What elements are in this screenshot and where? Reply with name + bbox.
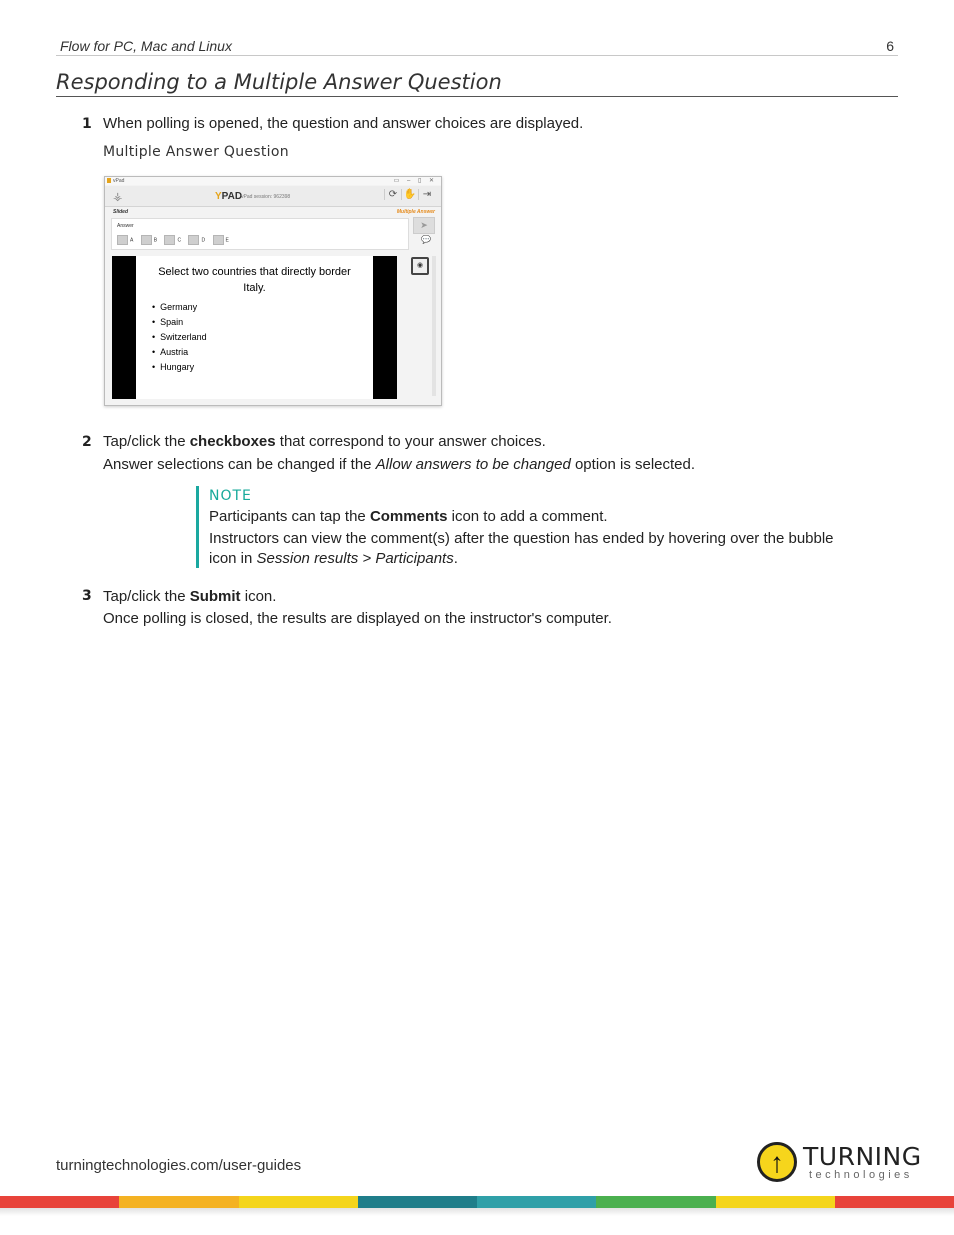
exit-icon: ⇥ [418, 189, 435, 200]
choice-b-label: B [153, 237, 158, 244]
page-header [56, 38, 898, 56]
slide-letterbox-right [373, 256, 397, 399]
choice-c-label: C [177, 237, 182, 244]
choice-e [213, 235, 229, 245]
slide-option: • Hungary [152, 360, 207, 375]
note-callout [196, 486, 849, 568]
answer-choices [117, 235, 235, 245]
question-type-label: Multiple Answer [396, 209, 435, 215]
slide-letterbox-left [112, 256, 136, 399]
refresh-icon: ⟳ [384, 189, 401, 200]
checkbox-e [213, 235, 224, 245]
slide-option: • Switzerland [152, 330, 207, 345]
stripe-segment [239, 1196, 358, 1208]
step-1-number: 1 [82, 116, 92, 132]
stripe-segment [716, 1196, 835, 1208]
window-titlebar [105, 177, 441, 185]
document-title: Flow for PC, Mac and Linux [60, 38, 232, 54]
note-title: NOTE [209, 488, 252, 504]
choice-a-label: A [130, 237, 134, 244]
choice-e-label: E [225, 237, 229, 244]
step-1-text: When polling is opened, the question and answer choices are displayed. [103, 115, 584, 132]
logo-word-turning: TURNING [803, 1142, 922, 1171]
stripe-segment [596, 1196, 715, 1208]
slide-option: • Spain [152, 315, 207, 330]
session-label: vPad session: 962398 [241, 194, 291, 200]
slide-option: • Germany [152, 300, 207, 315]
step-3-detail: Once polling is closed, the results are displayed on the instructor's computer. [103, 610, 612, 627]
window-title: vPad [113, 178, 125, 184]
vpad-screenshot [104, 176, 442, 406]
note-line-1: Participants can tap the Comments icon to add a comment. [209, 508, 608, 525]
choice-d-label: D [201, 237, 206, 244]
step-2-number: 2 [82, 434, 92, 450]
section-title: Responding to a Multiple Answer Question [56, 70, 898, 97]
choice-a [117, 235, 133, 245]
logo-word-technologies: technologies [809, 1169, 913, 1181]
checkbox-d [188, 235, 199, 245]
app-icon [107, 178, 111, 183]
footer-shadow [0, 1208, 954, 1216]
answer-panel [111, 218, 409, 250]
step-2-detail: Answer selections can be changed if the Allow answers to be changed option is selected. [103, 456, 696, 473]
step-3-number: 3 [82, 588, 92, 604]
footer-url: turningtechnologies.com/user-guides [56, 1157, 302, 1174]
vpad-logo: YPAD [215, 191, 243, 202]
stripe-segment [0, 1196, 119, 1208]
scrollbar [432, 256, 436, 396]
hierarchy-icon: ⚶ [113, 191, 123, 203]
view-slide-icon: ◉ [411, 257, 429, 275]
choice-c [164, 235, 181, 245]
logo-arrow-icon: ↑ [757, 1142, 797, 1182]
slide-question: Select two countries that directly border Italy. [158, 266, 351, 294]
slide-option: • Austria [152, 345, 207, 360]
answer-label: Answer [117, 223, 134, 229]
checkbox-b [141, 235, 152, 245]
slided-label: Slided [113, 209, 129, 215]
slide-preview [112, 256, 397, 399]
toolbar-icons [384, 189, 435, 200]
stripe-segment [358, 1196, 477, 1208]
page-number: 6 [886, 38, 894, 54]
step-2-text: Tap/click the checkboxes that correspond to your answer choices. [103, 433, 546, 450]
stripe-segment [119, 1196, 238, 1208]
figure-heading: Multiple Answer Question [103, 144, 289, 160]
vpad-toolbar [105, 186, 441, 207]
window-controls: ▭ ‒ ▯ ✕ [393, 178, 437, 184]
slide-options [152, 300, 207, 375]
choice-b [141, 235, 157, 245]
footer-color-stripe [0, 1196, 954, 1208]
turning-logo [757, 1140, 932, 1186]
vpad-logo-text: PAD [221, 191, 243, 202]
stripe-segment [835, 1196, 954, 1208]
checkbox-a [117, 235, 128, 245]
comment-bubble-icon: 💬 [421, 235, 431, 244]
hand-icon: ✋ [401, 189, 418, 200]
stripe-segment [477, 1196, 596, 1208]
checkbox-c [164, 235, 175, 245]
submit-icon: ➤ [413, 217, 435, 234]
step-3-text: Tap/click the Submit icon. [103, 588, 277, 605]
choice-d [188, 235, 205, 245]
note-line-2: Instructors can view the comment(s) after the question has ended by hovering over the bubble icon in Session results > Participants. [209, 530, 834, 567]
